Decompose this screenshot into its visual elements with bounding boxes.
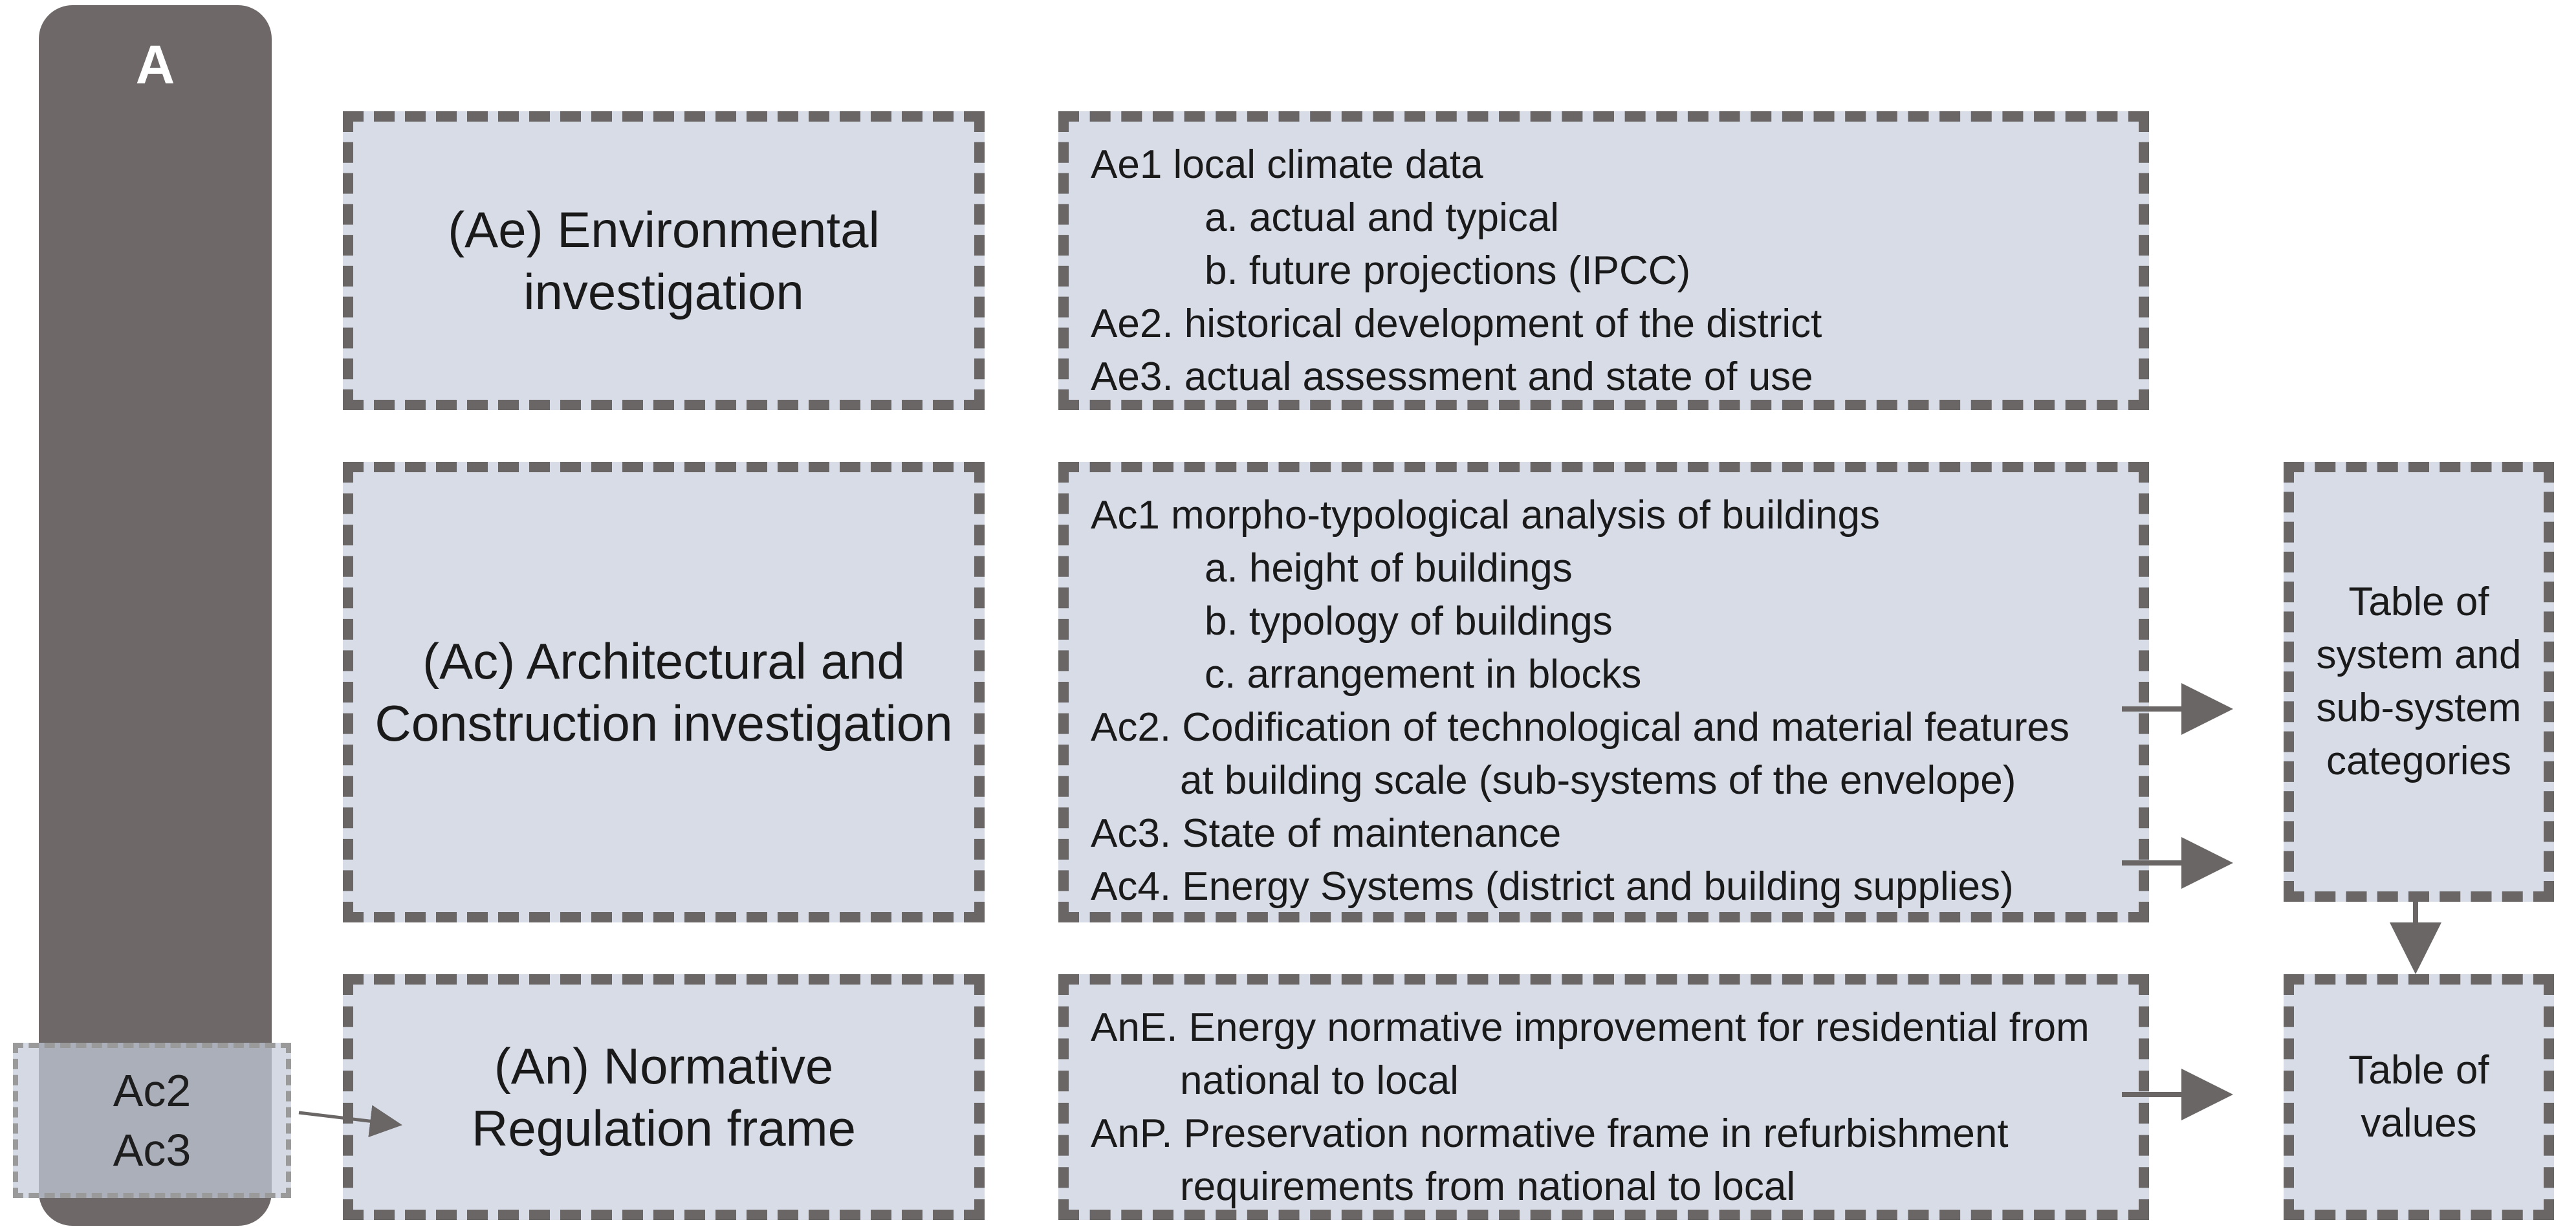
arrow-pillar-to-normative <box>299 1113 396 1124</box>
list-item: Ac1 morpho-typological analysis of buildings <box>1091 493 1880 538</box>
list-item: Ac3. State of maintenance <box>1091 811 1562 856</box>
list-item: Ac2. Codification of technological and material features <box>1091 705 2069 750</box>
list-item: at building scale (sub-systems of the envelope) <box>1180 758 2016 803</box>
architectural-title: (Ac) Architectural and Construction investigation <box>375 633 953 752</box>
list-item: national to local <box>1180 1058 1459 1103</box>
list-item: b. future projections (IPCC) <box>1205 248 1691 293</box>
list-item: requirements from national to local <box>1180 1164 1796 1209</box>
list-item: AnP. Preservation normative frame in refurbishment <box>1091 1111 2009 1156</box>
list-item: Ae3. actual assessment and state of use <box>1091 354 1813 399</box>
list-item: AnE. Energy normative improvement for residential from <box>1091 1005 2090 1050</box>
list-item: Ae2. historical development of the district <box>1091 301 1822 346</box>
list-item: b. typology of buildings <box>1205 599 1613 644</box>
pillar-box-line-1: Ac2 <box>113 1065 191 1116</box>
list-item: c. arrangement in blocks <box>1205 652 1642 697</box>
list-item: Ac4. Energy Systems (district and building supplies) <box>1091 864 2014 909</box>
categories-table-label: Table of system and sub-system categories <box>2316 580 2522 783</box>
values-table-label: Table of values <box>2348 1048 2489 1146</box>
pillar-box-line-2: Ac3 <box>113 1125 191 1175</box>
list-item: Ae1 local climate data <box>1091 142 1483 187</box>
list-item: a. actual and typical <box>1205 195 1560 240</box>
list-item: a. height of buildings <box>1205 546 1573 591</box>
environmental-title: (Ae) Environmental investigation <box>448 201 880 320</box>
phase-a-label: A <box>135 34 175 95</box>
normative-title: (An) Normative Regulation frame <box>472 1038 856 1157</box>
